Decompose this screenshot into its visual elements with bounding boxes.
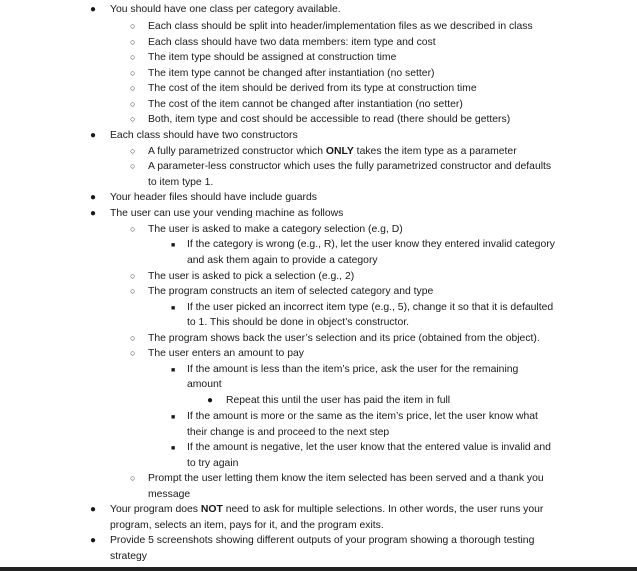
- bullet-level3: ■: [171, 445, 176, 452]
- list-item-continuation: to item type 1.: [148, 177, 214, 188]
- list-item: The program shows back the user’s selection and its price (obtained from the object).: [148, 333, 540, 344]
- list-item: If the amount is less than the item’s price, ask the user for the remaining: [187, 364, 519, 375]
- bullet-level1: ●: [90, 504, 97, 515]
- list-item-text: need to ask for multiple selections. In other words, the user runs your: [222, 504, 544, 515]
- bullet-level3: ■: [171, 367, 176, 374]
- bullet-level2: ○: [130, 146, 136, 156]
- list-item-continuation: amount: [187, 379, 222, 390]
- list-item: If the category is wrong (e.g., R), let the user know they entered invalid category: [187, 239, 555, 250]
- bullet-level4: ●: [207, 395, 214, 406]
- page-bottom-border: [0, 567, 637, 571]
- bullet-level1: ●: [90, 208, 97, 219]
- bullet-level1: ●: [90, 192, 97, 203]
- bullet-level2: ○: [130, 286, 136, 296]
- list-item: Each class should have two constructors: [110, 130, 298, 141]
- list-item: [110, 502, 543, 518]
- bullet-level2: ○: [130, 99, 136, 109]
- list-item-text: Your program does: [110, 504, 201, 515]
- bullet-level2: ○: [130, 68, 136, 78]
- list-item: The user is asked to make a category selection (e.g, D): [148, 224, 403, 235]
- list-item: [148, 144, 517, 160]
- bullet-level2: ○: [130, 224, 136, 234]
- list-item: Each class should be split into header/implementation files as we described in class: [148, 21, 533, 32]
- list-item: Each class should have two data members: item type and cost: [148, 37, 436, 48]
- bullet-level2: ○: [130, 348, 136, 358]
- bullet-level3: ■: [171, 305, 176, 312]
- list-item: If the user picked an incorrect item type (e.g., 5), change it so that it is defaulted: [187, 302, 554, 313]
- list-item: Provide 5 screenshots showing different outputs of your program showing a thorough testing: [110, 535, 535, 546]
- list-item: Both, item type and cost should be accessible to read (there should be getters): [148, 114, 511, 125]
- list-item: If the amount is negative, let the user know that the entered value is invalid and: [187, 442, 551, 453]
- list-item: The cost of the item cannot be changed after instantiation (no setter): [148, 99, 463, 110]
- list-item: Prompt the user letting them know the item selected has been served and a thank you: [148, 473, 544, 484]
- bullet-level2: ○: [130, 333, 136, 343]
- list-item-continuation: and ask them again to provide a category: [187, 255, 378, 266]
- bullet-level2: ○: [130, 114, 136, 124]
- bullet-level2: ○: [130, 21, 136, 31]
- list-item-continuation: their change is and proceed to the next step: [187, 427, 390, 438]
- list-item: The user is asked to pick a selection (e.g., 2): [148, 271, 355, 282]
- list-item: The user enters an amount to pay: [148, 348, 304, 359]
- list-item-text: takes the item type as a parameter: [353, 146, 517, 157]
- list-item: The item type should be assigned at construction time: [148, 52, 397, 63]
- list-item: Your header files should have include guards: [110, 192, 317, 203]
- list-item-continuation: strategy: [110, 551, 147, 562]
- bullet-level2: ○: [130, 52, 136, 62]
- bullet-level3: ■: [171, 414, 176, 421]
- list-item-continuation: program, selects an item, pays for it, and the program exits.: [110, 520, 384, 531]
- list-item: You should have one class per category available.: [110, 4, 341, 15]
- list-item: The item type cannot be changed after instantiation (no setter): [148, 68, 435, 79]
- list-item: The program constructs an item of selected category and type: [148, 286, 434, 297]
- bullet-level1: ●: [90, 535, 97, 546]
- list-item: If the amount is more or the same as the item’s price, let the user know what: [187, 411, 538, 422]
- emphasis-text: NOT: [200, 504, 223, 515]
- list-item-continuation: message: [148, 489, 191, 500]
- bullet-level2: ○: [130, 83, 136, 93]
- bullet-level3: ■: [171, 242, 176, 249]
- bullet-level1: ●: [90, 4, 97, 15]
- bullet-level2: ○: [130, 161, 136, 171]
- list-item-continuation: to 1. This should be done in object’s constructor.: [187, 317, 409, 328]
- list-item: The cost of the item should be derived from its type at construction time: [148, 83, 477, 94]
- bullet-level2: ○: [130, 271, 136, 281]
- bullet-level1: ●: [90, 130, 97, 141]
- emphasis-text: ONLY: [325, 146, 354, 157]
- bullet-level2: ○: [130, 37, 136, 47]
- list-item: Repeat this until the user has paid the item in full: [226, 395, 451, 406]
- list-item-continuation: to try again: [187, 458, 239, 469]
- list-item-text: A fully parametrized constructor which: [148, 146, 326, 157]
- bullet-level2: ○: [130, 473, 136, 483]
- list-item: A parameter-less constructor which uses the fully parametrized constructor and defaults: [148, 161, 552, 172]
- list-item: The user can use your vending machine as follows: [110, 208, 344, 219]
